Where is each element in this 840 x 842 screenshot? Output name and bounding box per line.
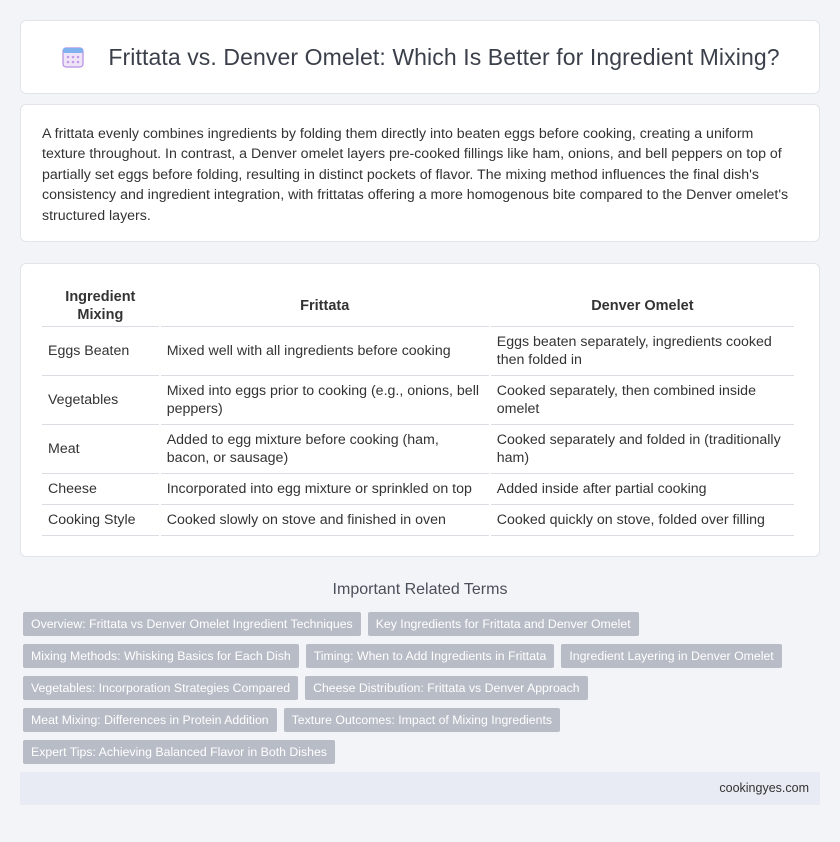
table-cell: Cooked separately and folded in (traditionally ham) [491,425,794,474]
related-tag[interactable]: Key Ingredients for Frittata and Denver Omelet [368,612,639,636]
related-tag[interactable]: Ingredient Layering in Denver Omelet [561,644,781,668]
table-row [42,474,794,505]
table-cell: Cheese [42,474,159,505]
related-tag[interactable]: Overview: Frittata vs Denver Omelet Ingredient Techniques [23,612,361,636]
related-tag[interactable]: Texture Outcomes: Impact of Mixing Ingredients [284,708,560,732]
footer-site-link[interactable]: cookingyes.com [719,781,809,795]
table-cell: Eggs Beaten [42,327,159,376]
table-row [42,327,794,376]
table-row [42,376,794,425]
footer [20,772,820,805]
table-cell: Mixed well with all ingredients before cooking [161,327,489,376]
comparison-table-card [20,263,820,557]
table-cell: Cooking Style [42,505,159,536]
table-cell: Meat [42,425,159,474]
related-terms-tags [20,612,820,764]
tag-row [23,612,820,636]
related-tag[interactable]: Expert Tips: Achieving Balanced Flavor in Both Dishes [23,740,335,764]
related-terms-title: Important Related Terms [332,581,508,598]
table-cell: Cooked quickly on stove, folded over filling [491,505,794,536]
table-cell: Cooked slowly on stove and finished in oven [161,505,489,536]
related-tag[interactable]: Meat Mixing: Differences in Protein Addition [23,708,277,732]
table-cell: Incorporated into egg mixture or sprinkled on top [161,474,489,505]
related-tag[interactable]: Timing: When to Add Ingredients in Frittata [306,644,555,668]
tag-row [23,676,820,700]
summary-text: A frittata evenly combines ingredients by folding them directly into beaten eggs before cooking, creating a uniform texture throughout. In contrast, a Denver omelet layers pre-cooked fillings like ham, onions, and bell peppers on top of partially set eggs before folding, resulting in distinct pockets of flavor. The mixing method influences the final dish's consistency and ingredient integration, with frittatas offering a more homogenous bite compared to the Denver omelet's structured layers. [42,126,789,224]
tag-row [23,708,820,732]
table-cell: Added inside after partial cooking [491,474,794,505]
header-frittata: Frittata [161,286,489,327]
table-header-row [42,286,794,327]
comparison-table [40,286,796,536]
table-cell: Vegetables [42,376,159,425]
table-row [42,505,794,536]
related-tag[interactable]: Cheese Distribution: Frittata vs Denver Approach [305,676,588,700]
table-cell: Cooked separately, then combined inside omelet [491,376,794,425]
title-card [20,20,820,94]
tag-row [23,644,820,668]
calendar-icon [60,44,86,70]
table-cell: Eggs beaten separately, ingredients cooked then folded in [491,327,794,376]
related-tag[interactable]: Vegetables: Incorporation Strategies Compared [23,676,298,700]
table-cell: Added to egg mixture before cooking (ham, bacon, or sausage) [161,425,489,474]
summary-card [20,104,820,242]
table-row [42,425,794,474]
tag-row [23,740,820,764]
table-cell: Mixed into eggs prior to cooking (e.g., onions, bell peppers) [161,376,489,425]
page-title: Frittata vs. Denver Omelet: Which Is Better for Ingredient Mixing? [108,43,780,70]
header-ingredient-mixing: Ingredient Mixing [42,286,159,327]
related-tag[interactable]: Mixing Methods: Whisking Basics for Each Dish [23,644,299,668]
header-denver-omelet: Denver Omelet [491,286,794,327]
